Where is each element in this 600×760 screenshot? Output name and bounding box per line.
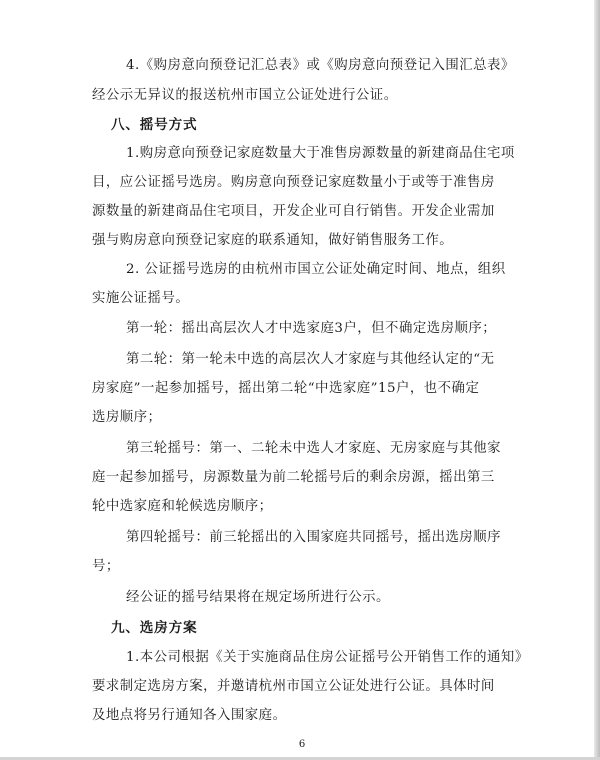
round-4-line-1: 第四轮摇号：前三轮摇出的入围家庭共同摇号，摇出选房顺序: [126, 530, 502, 545]
round-3-line-2: 庭一起参加摇号，房源数量为前二轮摇号后的剩余房源，摇出第三: [92, 470, 495, 485]
section-9-heading: 九、选房方案: [111, 620, 198, 636]
section-8-para-1-line-2: 目，应公证摇号选房。购房意向预登记家庭数量小于或等于准售房: [92, 175, 495, 190]
section-8-heading: 八、摇号方式: [111, 117, 198, 133]
item-4-line-1: 4.《购房意向预登记汇总表》或《购房意向预登记入围汇总表》: [126, 58, 515, 73]
section-8-para-1-line-1: 1.购房意向预登记家庭数量大于准售房源数量的新建商品住宅项: [126, 146, 515, 161]
round-1-line: 第一轮：摇出高层次人才中选家庭3户，但不确定选房顺序；: [126, 321, 497, 336]
section-8-para-1-line-4: 强与购房意向预登记家庭的联系通知，做好销售服务工作。: [92, 233, 454, 248]
page-edge-shadow: [594, 0, 600, 760]
round-3-line-1: 第三轮摇号：第一、二轮未中选人才家庭、无房家庭与其他家: [126, 441, 502, 456]
round-2-line-1: 第二轮：第一轮未中选的高层次人才家庭与其他经认定的“无: [126, 352, 495, 367]
round-2-line-2: 房家庭”一起参加摇号，摇出第二轮“中选家庭”15户，也不确定: [92, 381, 480, 396]
section-9-para-1-line-1: 1.本公司根据《关于实施商品住房公证摇号公开销售工作的通知》: [126, 650, 529, 665]
page-number: 6: [298, 739, 306, 750]
round-3-line-3: 轮中选家庭和轮候选房顺序；: [92, 499, 273, 514]
item-4-line-2: 经公示无异议的报送杭州市国立公证处进行公证。: [92, 88, 398, 103]
section-9-para-1-line-3: 及地点将另行通知各入围家庭。: [92, 708, 287, 723]
round-2-line-3: 选房顺序；: [92, 410, 162, 425]
section-8-para-1-line-3: 源数量的新建商品住宅项目，开发企业可自行销售。开发企业需加: [92, 204, 495, 219]
round-4-line-2: 号；: [92, 559, 120, 574]
section-8-para-2-line-1: 2. 公证摇号选房的由杭州市国立公证处确定时间、地点，组织: [126, 262, 506, 277]
section-8-para-2-line-2: 实施公证摇号。: [92, 291, 190, 306]
publicity-line: 经公证的摇号结果将在规定场所进行公示。: [126, 590, 390, 605]
section-9-para-1-line-2: 要求制定选房方案，并邀请杭州市国立公证处进行公证。具体时间: [92, 679, 495, 694]
